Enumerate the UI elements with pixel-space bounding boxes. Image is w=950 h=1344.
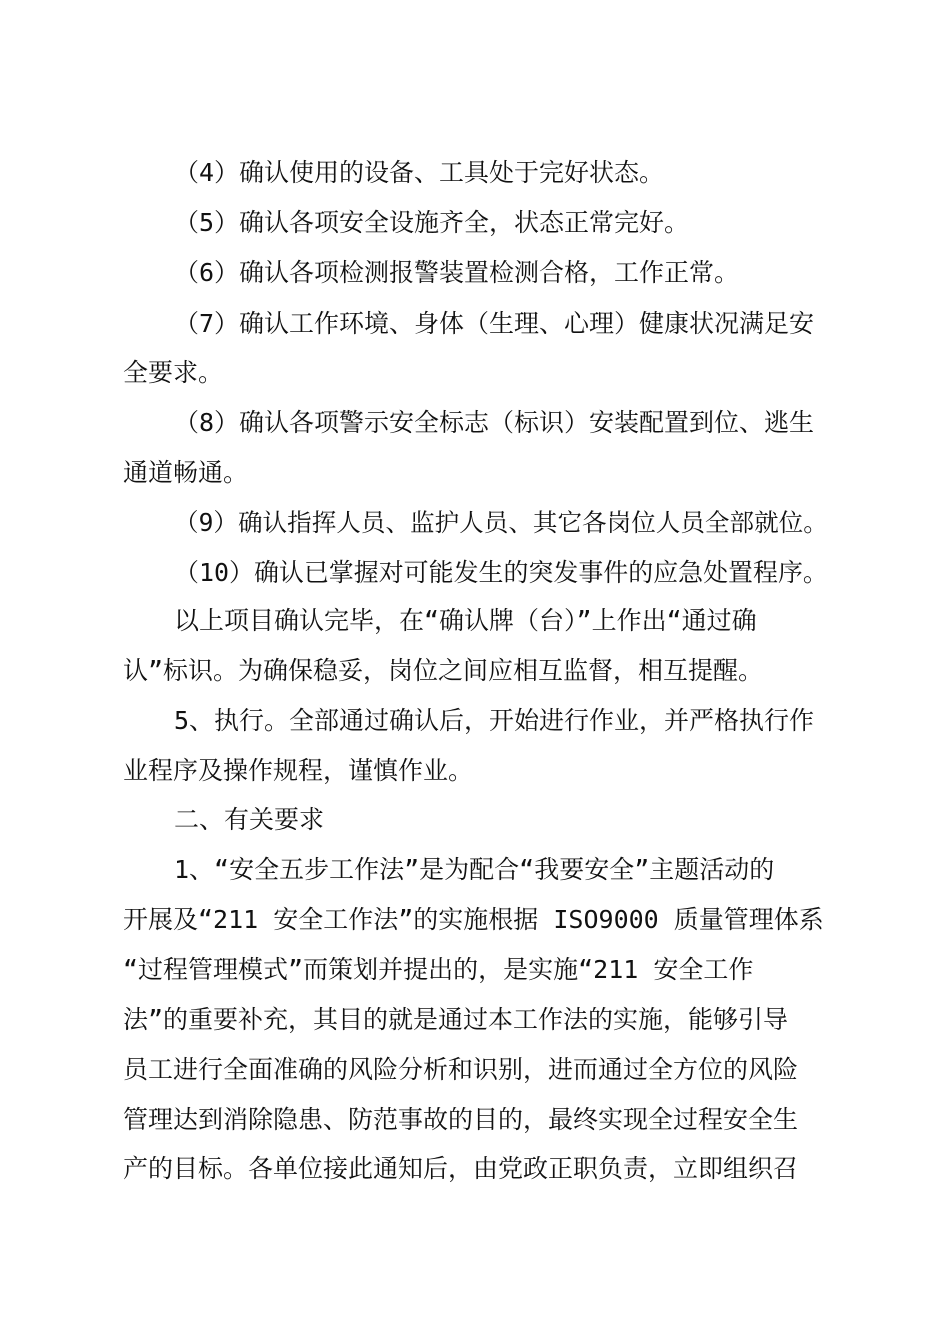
paragraph-line: 通道畅通。: [123, 458, 249, 487]
paragraph-line: 5、执行。全部通过确认后，开始进行作业，并严格执行作: [174, 706, 815, 735]
paragraph-line: 全要求。: [123, 358, 224, 387]
paragraph-line: 以上项目确认完毕，在“确认牌（台）”上作出“通过确: [174, 606, 757, 635]
paragraph-line: “过程管理模式”而策划并提出的，是实施“211 安全工作: [123, 955, 754, 984]
paragraph-line: （6）确认各项检测报警装置检测合格，工作正常。: [174, 258, 740, 287]
paragraph-line: 1、“安全五步工作法”是为配合“我要安全”主题活动的: [174, 855, 775, 884]
paragraph-line: （5）确认各项安全设施齐全，状态正常完好。: [174, 208, 690, 237]
paragraph-line: 认”标识。为确保稳妥，岗位之间应相互监督，相互提醒。: [123, 656, 764, 685]
paragraph-line: （10）确认已掌握对可能发生的突发事件的应急处置程序。: [174, 558, 828, 587]
paragraph-line: 员工进行全面准确的风险分析和识别，进而通过全方位的风险: [123, 1055, 799, 1084]
paragraph-line: 开展及“211 安全工作法”的实施根据 ISO9000 质量管理体系: [123, 905, 824, 934]
paragraph-line: （7）确认工作环境、身体（生理、心理）健康状况满足安: [174, 309, 815, 338]
paragraph-line: 产的目标。各单位接此通知后，由党政正职负责，立即组织召: [123, 1154, 799, 1183]
paragraph-line: （8）确认各项警示安全标志（标识）安装配置到位、逃生: [174, 408, 815, 437]
paragraph-line: （4）确认使用的设备、工具处于完好状态。: [174, 158, 665, 187]
paragraph-line: 业程序及操作规程，谨慎作业。: [123, 756, 474, 785]
paragraph-line: 法”的重要补充，其目的就是通过本工作法的实施，能够引导: [123, 1005, 789, 1034]
paragraph-line: 管理达到消除隐患、防范事故的目的，最终实现全过程安全生: [123, 1105, 799, 1134]
paragraph-line: （9）确认指挥人员、监护人员、其它各岗位人员全部就位。: [174, 508, 828, 537]
section-heading: 二、有关要求: [174, 805, 325, 834]
